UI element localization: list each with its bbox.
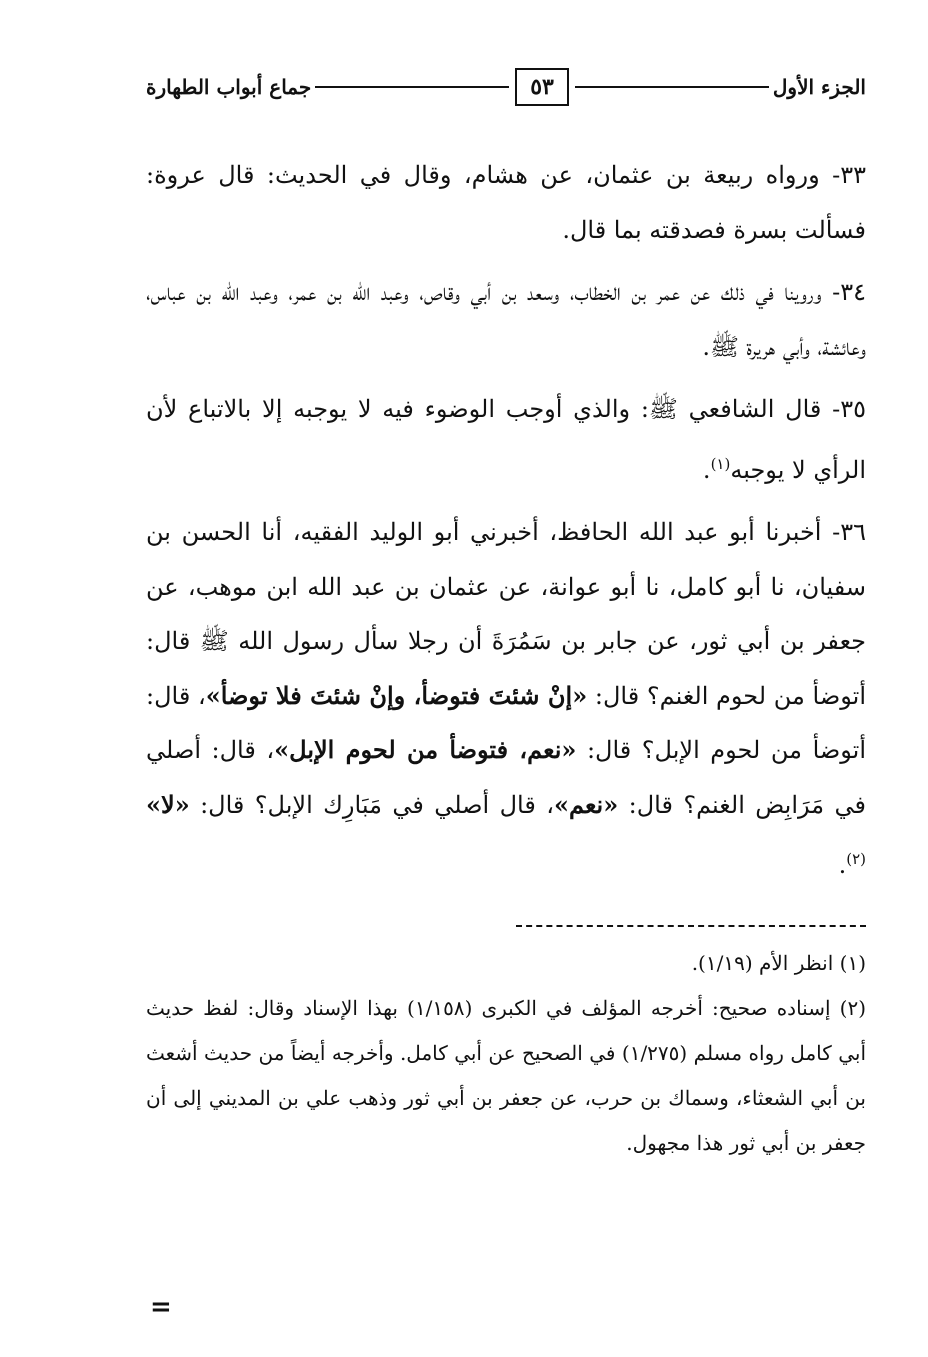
footnote-separator	[516, 925, 866, 927]
page-header	[146, 62, 866, 112]
p36-quote-2: «نعم، فتوضأ من لحوم الإبل»	[274, 735, 577, 764]
header-rule-right	[575, 86, 769, 88]
paragraph-35-end: .	[702, 455, 711, 484]
footnote-1: (١) انظر الأم (١/١٩).	[691, 950, 866, 975]
p36-quote-1: «إنْ شئتَ فتوضأ، وإنْ شئتَ فلا توضأ»	[205, 680, 588, 710]
paragraph-35-text: ٣٥- قال الشافعي ﷺ: والذي أوجب الوضوء فيه لا يوجبه إلا بالاتباع لأن الرأي لا يوجبه	[146, 395, 866, 484]
footnote-ref-2: (٢)	[846, 850, 866, 868]
page-number: ٥٣	[530, 74, 554, 100]
paragraph-33: ٣٣- ورواه ربيعة بن عثمان، عن هشام، وقال في الحديث: قال عروة: فسألت بسرة فصدقته بما قال.	[146, 161, 866, 244]
footnote-ref-1: (١)	[710, 454, 731, 473]
p36-part-a: ٣٦- أخبرنا أبو عبد الله الحافظ، أخبرني أبو الوليد الفقيه، أنا الحسن بن سفيان، نا أبو كامل، نا أبو عوانة، عن عثمان بن عبد الله ابن موهب، عن جعفر بن أبي ثور، عن جابر بن سَمُرَةَ أن رجلا سأل رسول الله ﷺ قال: أتوضأ من لحوم الغنم؟ قال:	[146, 518, 866, 710]
chapter-title: جماع أبواب الطهارة	[145, 75, 312, 99]
footnotes	[146, 941, 866, 1166]
paragraph-35	[146, 382, 866, 497]
continuation-mark: =	[150, 1292, 172, 1322]
book-page	[146, 62, 866, 1166]
p36-part-g: ، قال أصلي في مَبَارِك الإبل؟ قال:	[189, 790, 554, 819]
volume-title: الجزء الأول	[772, 75, 866, 99]
p36-quote-3: «نعم»	[554, 789, 619, 819]
header-rule-left	[315, 86, 509, 88]
p36-quote-4: «لا»	[146, 789, 190, 819]
paragraph-34: ٣٤- وروينا في ذلك عن عمر بن الخطاب، وسعد بن أبي وقاص، وعبد الله بن عمر، وعبد الله بن عباس، وعائشة، وأبي هريرة ﷺ.	[146, 278, 866, 361]
page-number-box	[515, 68, 569, 106]
p36-end: .	[838, 851, 847, 879]
p36-part-c: ، قال: أتوضأ من لحوم الإبل؟ قال:	[146, 681, 867, 764]
footnote-2: (٢) إسناده صحيح: أخرجه المؤلف في الكبرى (١/١٥٨) بهذا الإسناد وقال: لفظ حديث أبي كامل رواه مسلم (١/٢٧٥) في الصحيح عن أبي كامل. وأخرجه أيضاً من حديث أشعث بن أبي الشعثاء، وسماك بن حرب، عن جعفر بن أبي ثور وذهب علي بن المديني إلى أن جعفر بن أبي ثور هذا مجهول.	[146, 995, 867, 1155]
main-text	[146, 148, 866, 893]
p36-part-e: ، قال: أصلي في مَرَابِض الغنم؟ قال:	[146, 736, 866, 819]
paragraph-36	[146, 505, 866, 893]
